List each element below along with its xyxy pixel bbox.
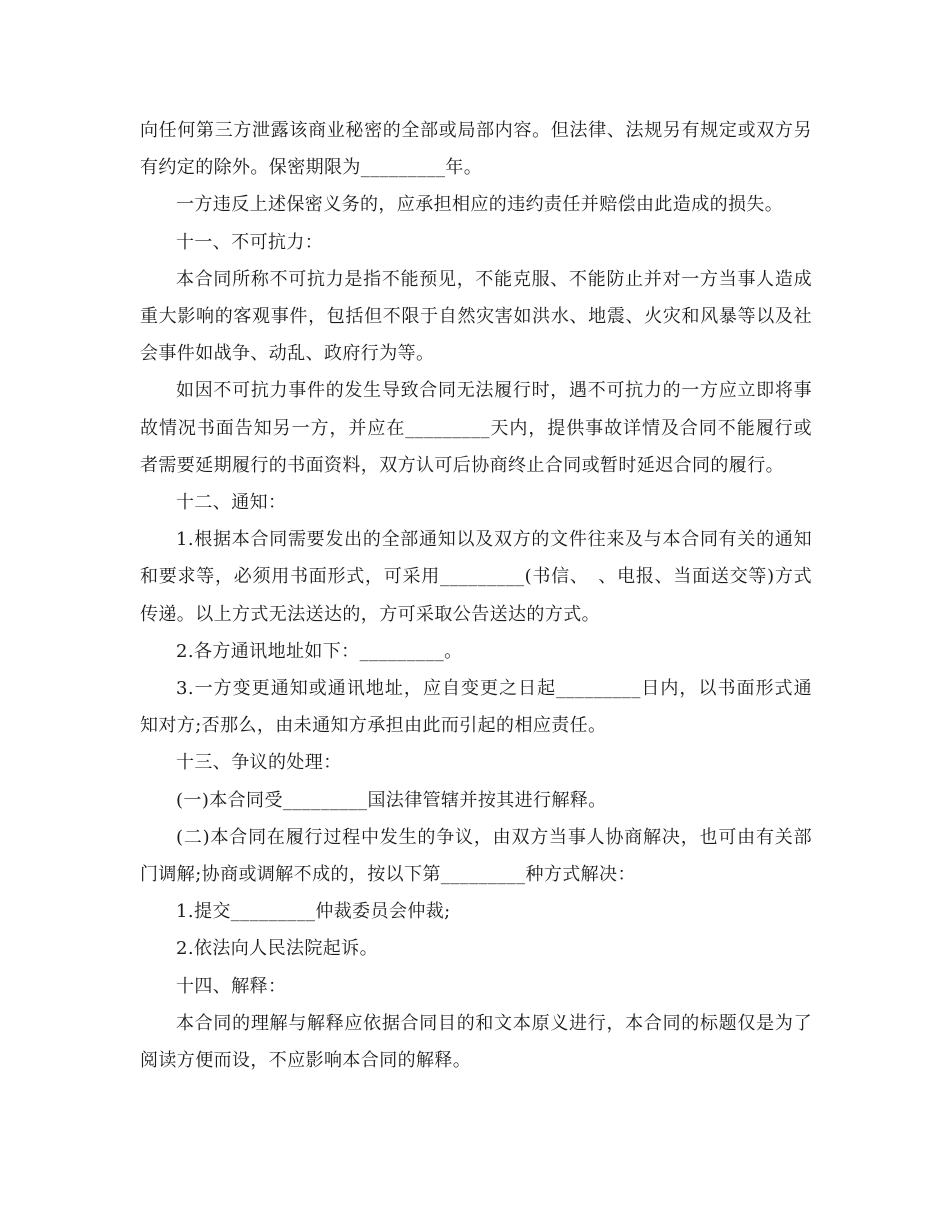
- paragraph-dispute-resolution: (二)本合同在履行过程中发生的争议，由双方当事人协商解决，也可由有关部门调解;协商或调解不成的，按以下第_________种方式解决：: [140, 826, 812, 886]
- section-heading-notice: 十二、通知：: [176, 492, 287, 514]
- paragraph-address-change: 3.一方变更通知或通讯地址，应自变更之日起_________日内，以书面形式通知对方;否那么，由未通知方承担由此而引起的相应责任。: [140, 678, 812, 737]
- paragraph-notice-form: 1.根据本合同需要发出的全部通知以及双方的文件往来及与本合同有关的通知和要求等，必须用书面形式，可采用_________(书信、 、电报、当面送交等)方式传递。以上方式无法送达的，方可采取公告送达的方式。: [140, 529, 812, 625]
- paragraph-breach-liability: 一方违反上述保密义务的，应承担相应的违约责任并赔偿由此造成的损失。: [176, 194, 784, 216]
- paragraph-notice-address: 2.各方通讯地址如下：_________。: [176, 640, 463, 662]
- paragraph-litigation: 2.依法向人民法院起诉。: [176, 938, 378, 960]
- section-heading-dispute: 十三、争议的处理：: [176, 752, 342, 774]
- paragraph-interpretation: 本合同的理解与解释应依据合同目的和文本原义进行，本合同的标题仅是为了阅读方便而设，不应影响本合同的解释。: [140, 1012, 812, 1072]
- paragraph-confidentiality-period: 向任何第三方泄露该商业秘密的全部或局部内容。但法律、法规另有规定或双方另有约定的除外。保密期限为_________年。: [140, 120, 812, 179]
- section-heading-interpretation: 十四、解释：: [176, 975, 287, 997]
- document-body: [140, 112, 812, 1079]
- paragraph-governing-law: (一)本合同受_________国法律管辖并按其进行解释。: [176, 789, 607, 811]
- paragraph-force-majeure-notice: 如因不可抗力事件的发生导致合同无法履行时，遇不可抗力的一方应立即将事故情况书面告知另一方，并应在_________天内，提供事故详情及合同不能履行或者需要延期履行的书面资料，双方认可后协商终止合同或暂时延迟合同的履行。: [140, 380, 812, 476]
- paragraph-force-majeure-definition: 本合同所称不可抗力是指不能预见，不能克服、不能防止并对一方当事人造成重大影响的客观事件，包括但不限于自然灾害如洪水、地震、火灾和风暴等以及社会事件如战争、动乱、政府行为等。: [140, 268, 812, 365]
- section-heading-force-majeure: 十一、不可抗力：: [176, 231, 324, 253]
- paragraph-arbitration: 1.提交_________仲裁委员会仲裁;: [176, 901, 451, 923]
